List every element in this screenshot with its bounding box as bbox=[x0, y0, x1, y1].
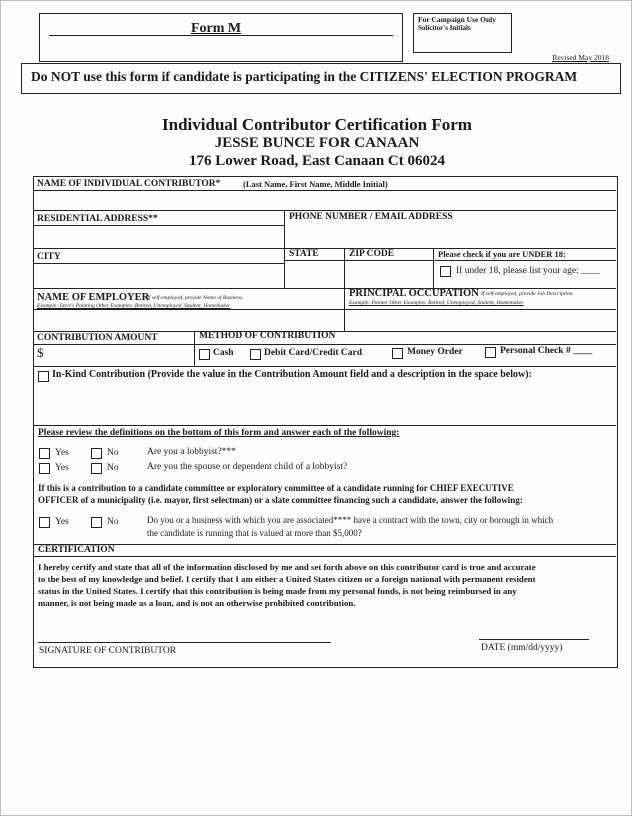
q1-yes-checkbox[interactable] bbox=[39, 448, 50, 459]
name-label: NAME OF INDIVIDUAL CONTRIBUTOR* bbox=[37, 179, 221, 189]
name-hint: (Last Name, First Name, Middle Initial) bbox=[243, 179, 388, 189]
campaign-use-label: For Campaign Use Only bbox=[418, 15, 496, 24]
check-checkbox[interactable] bbox=[485, 347, 496, 358]
question-contract-2: the candidate is running that is valued at more than $5,000? bbox=[147, 528, 362, 538]
certification-text: to the best of my knowledge and belief. I certify that I am either a United States citizen or a foreign national with permanent resident bbox=[38, 574, 536, 584]
check-label: Personal Check # ____ bbox=[500, 346, 593, 356]
under18-label: Please check if you are UNDER 18: bbox=[438, 249, 566, 259]
yes-label: Yes bbox=[55, 448, 69, 458]
money-order-label: Money Order bbox=[407, 347, 463, 357]
q2-yes-checkbox[interactable] bbox=[39, 463, 50, 474]
q3-no-checkbox[interactable] bbox=[91, 517, 102, 528]
q1-no-checkbox[interactable] bbox=[91, 448, 102, 459]
state-label: STATE bbox=[289, 249, 319, 259]
signature-line[interactable] bbox=[38, 642, 331, 643]
no-label: No bbox=[107, 463, 119, 473]
review-intro: Please review the definitions on the bottom of this form and answer each of the following: bbox=[38, 428, 400, 438]
committee-address: 176 Lower Road, East Canaan Ct 06024 bbox=[189, 153, 445, 169]
inkind-checkbox[interactable] bbox=[38, 371, 49, 382]
cash-label: Cash bbox=[213, 348, 234, 358]
form-name: Form M bbox=[191, 21, 242, 36]
revised-date: Revised May 2018 bbox=[552, 53, 609, 62]
date-line[interactable] bbox=[479, 639, 589, 640]
phone-label: PHONE NUMBER / EMAIL ADDRESS bbox=[289, 212, 453, 222]
money-order-checkbox[interactable] bbox=[392, 348, 403, 359]
form-title: Individual Contributor Certification Form bbox=[162, 115, 472, 134]
under18-age-field[interactable]: If under 18, please list your age: ____ bbox=[456, 266, 601, 276]
question-lobbyist: Are you a lobbyist?*** bbox=[147, 447, 236, 457]
ceo-instructions-1: If this is a contribution to a candidate committee or exploratory committee of a candidate running for CHIEF EXECUTIVE bbox=[38, 483, 514, 493]
address-label: RESIDENTIAL ADDRESS** bbox=[37, 214, 158, 224]
occupation-label: PRINCIPAL OCCUPATION bbox=[349, 288, 479, 299]
card-label: Debit Card/Credit Card bbox=[264, 348, 362, 358]
solicitor-initials-label: Solicitor's Initials bbox=[418, 24, 471, 32]
zip-label: ZIP CODE bbox=[349, 249, 395, 259]
question-lobbyist-family: Are you the spouse or dependent child of a lobbyist? bbox=[147, 462, 348, 472]
amount-label: CONTRIBUTION AMOUNT bbox=[37, 333, 158, 343]
warning-text: Do NOT use this form if candidate is participating in the CITIZENS' ELECTION PROGRAM bbox=[31, 69, 578, 84]
no-label: No bbox=[107, 448, 119, 458]
ceo-instructions-2: OFFICER of a municipality (i.e. mayor, first selectman) or a slate committee financing such a candidate, answer the following: bbox=[38, 495, 523, 505]
no-label: No bbox=[107, 517, 119, 527]
yes-label: Yes bbox=[55, 463, 69, 473]
certification-text: status in the United States. I certify that this contribution is being made from my personal funds, is not being reimbursed in any bbox=[38, 586, 517, 596]
employer-hint: If self-employed, provide Name of Business. bbox=[147, 295, 244, 301]
yes-label: Yes bbox=[55, 517, 69, 527]
cash-checkbox[interactable] bbox=[199, 349, 210, 360]
city-label: CITY bbox=[37, 252, 61, 262]
employer-label: NAME OF EMPLOYER bbox=[37, 292, 150, 303]
certification-heading: CERTIFICATION bbox=[38, 545, 115, 555]
employer-example: Example: Dave's Painting Other Examples: Retired, Unemployed, Student, Homemaker bbox=[37, 303, 231, 309]
amount-field[interactable]: $ bbox=[37, 345, 44, 360]
occupation-hint: If self-employed, provide Job Description. bbox=[481, 291, 574, 297]
certification-text: I hereby certify and state that all of the information disclosed by me and set forth above on this contributor card is true and accurate bbox=[38, 562, 536, 572]
inkind-label: In-Kind Contribution (Provide the value in the Contribution Amount field and a description in the space below): bbox=[52, 369, 532, 380]
date-label: DATE (mm/dd/yyyy) bbox=[481, 643, 563, 653]
q3-yes-checkbox[interactable] bbox=[39, 517, 50, 528]
question-contract-1: Do you or a business with which you are associated**** have a contract with the town, city or borough in which bbox=[147, 515, 554, 525]
q2-no-checkbox[interactable] bbox=[91, 463, 102, 474]
card-checkbox[interactable] bbox=[250, 349, 261, 360]
under18-checkbox[interactable] bbox=[440, 266, 451, 277]
signature-label: SIGNATURE OF CONTRIBUTOR bbox=[39, 646, 177, 656]
occupation-example: Example: Painter Other Examples: Retired, Unemployed, Student, Homemaker bbox=[349, 300, 524, 306]
certification-text: manner, is not being made as a loan, and is not an otherwise prohibited contribution. bbox=[38, 598, 356, 608]
method-label: METHOD OF CONTRIBUTION bbox=[199, 331, 336, 341]
committee-name: JESSE BUNCE FOR CANAAN bbox=[214, 135, 420, 151]
